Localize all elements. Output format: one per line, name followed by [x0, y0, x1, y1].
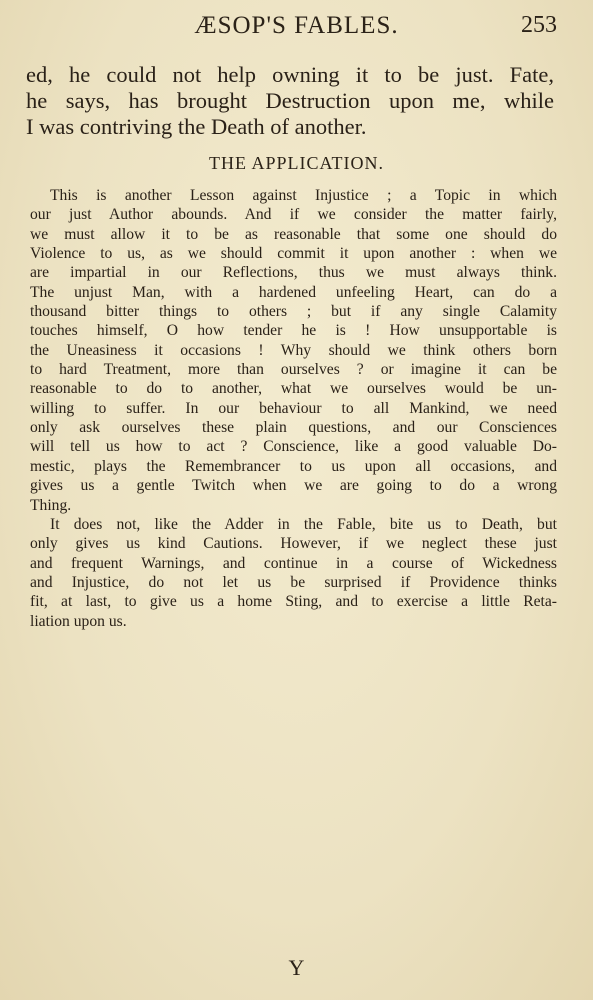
text-line: the Uneasiness it occasions ! Why should we think others born [30, 341, 557, 359]
page-number: 253 [521, 12, 557, 38]
text-line: and frequent Warnings, and continue in a course of Wickedness [30, 554, 557, 572]
text-line: gives us a gentle Twitch when we are going to do a wrong [30, 477, 557, 495]
text-line: touches himself, O how tender he is ! How unsupportable is [30, 322, 557, 340]
text-line: I was contriving the Death of another. [26, 114, 367, 139]
text-line: to hard Treatment, more than ourselves ? or imagine it can be [30, 361, 557, 379]
text-line: only gives us kind Cautions. However, if we neglect these just [30, 535, 557, 553]
text-line: and Injustice, do not let us be surprised if Providence thinks [30, 573, 557, 591]
running-head [0, 12, 593, 48]
text-line: Violence to us, as we should commit it upon another : when we [30, 245, 557, 263]
text-line: This is another Lesson against Injustice ; a Topic in which [50, 187, 557, 204]
text-line: ed, he could not help owning it to be just. Fate, [26, 62, 554, 87]
continued-paragraph [26, 62, 554, 140]
text-line: It does not, like the Adder in the Fable, bite us to Death, but [50, 515, 557, 533]
text-line: he says, has brought Destruction upon me, while [26, 88, 554, 113]
text-line: liation upon us. [30, 612, 127, 630]
application-text [30, 186, 557, 631]
signature-mark: Y [288, 955, 305, 980]
running-title: ÆSOP'S FABLES. [194, 12, 399, 39]
text-line: fit, at last, to give us a home Sting, and to exercise a little Reta- [30, 593, 557, 611]
text-line: reasonable to do to another, what we ourselves would be un- [30, 380, 557, 398]
text-line: our just Author abounds. And if we consider the matter fairly, [30, 206, 557, 224]
text-line: thousand bitter things to others ; but if any single Calamity [30, 303, 557, 321]
text-line: will tell us how to act ? Conscience, like a good valuable Do- [30, 438, 557, 456]
text-line: are impartial in our Reflections, thus we must always think. [30, 264, 557, 282]
text-line: only ask ourselves these plain questions, and our Consciences [30, 419, 557, 437]
text-line: willing to suffer. In our behaviour to all Mankind, we need [30, 399, 557, 417]
text-line: we must allow it to be as reasonable that some one should do [30, 225, 557, 243]
text-line: mestic, plays the Remembrancer to us upon all occasions, and [30, 457, 557, 475]
section-heading: THE APPLICATION. [208, 153, 384, 173]
text-line: The unjust Man, with a hardened unfeeling Heart, can do a [30, 283, 557, 301]
text-line: Thing. [30, 496, 72, 514]
